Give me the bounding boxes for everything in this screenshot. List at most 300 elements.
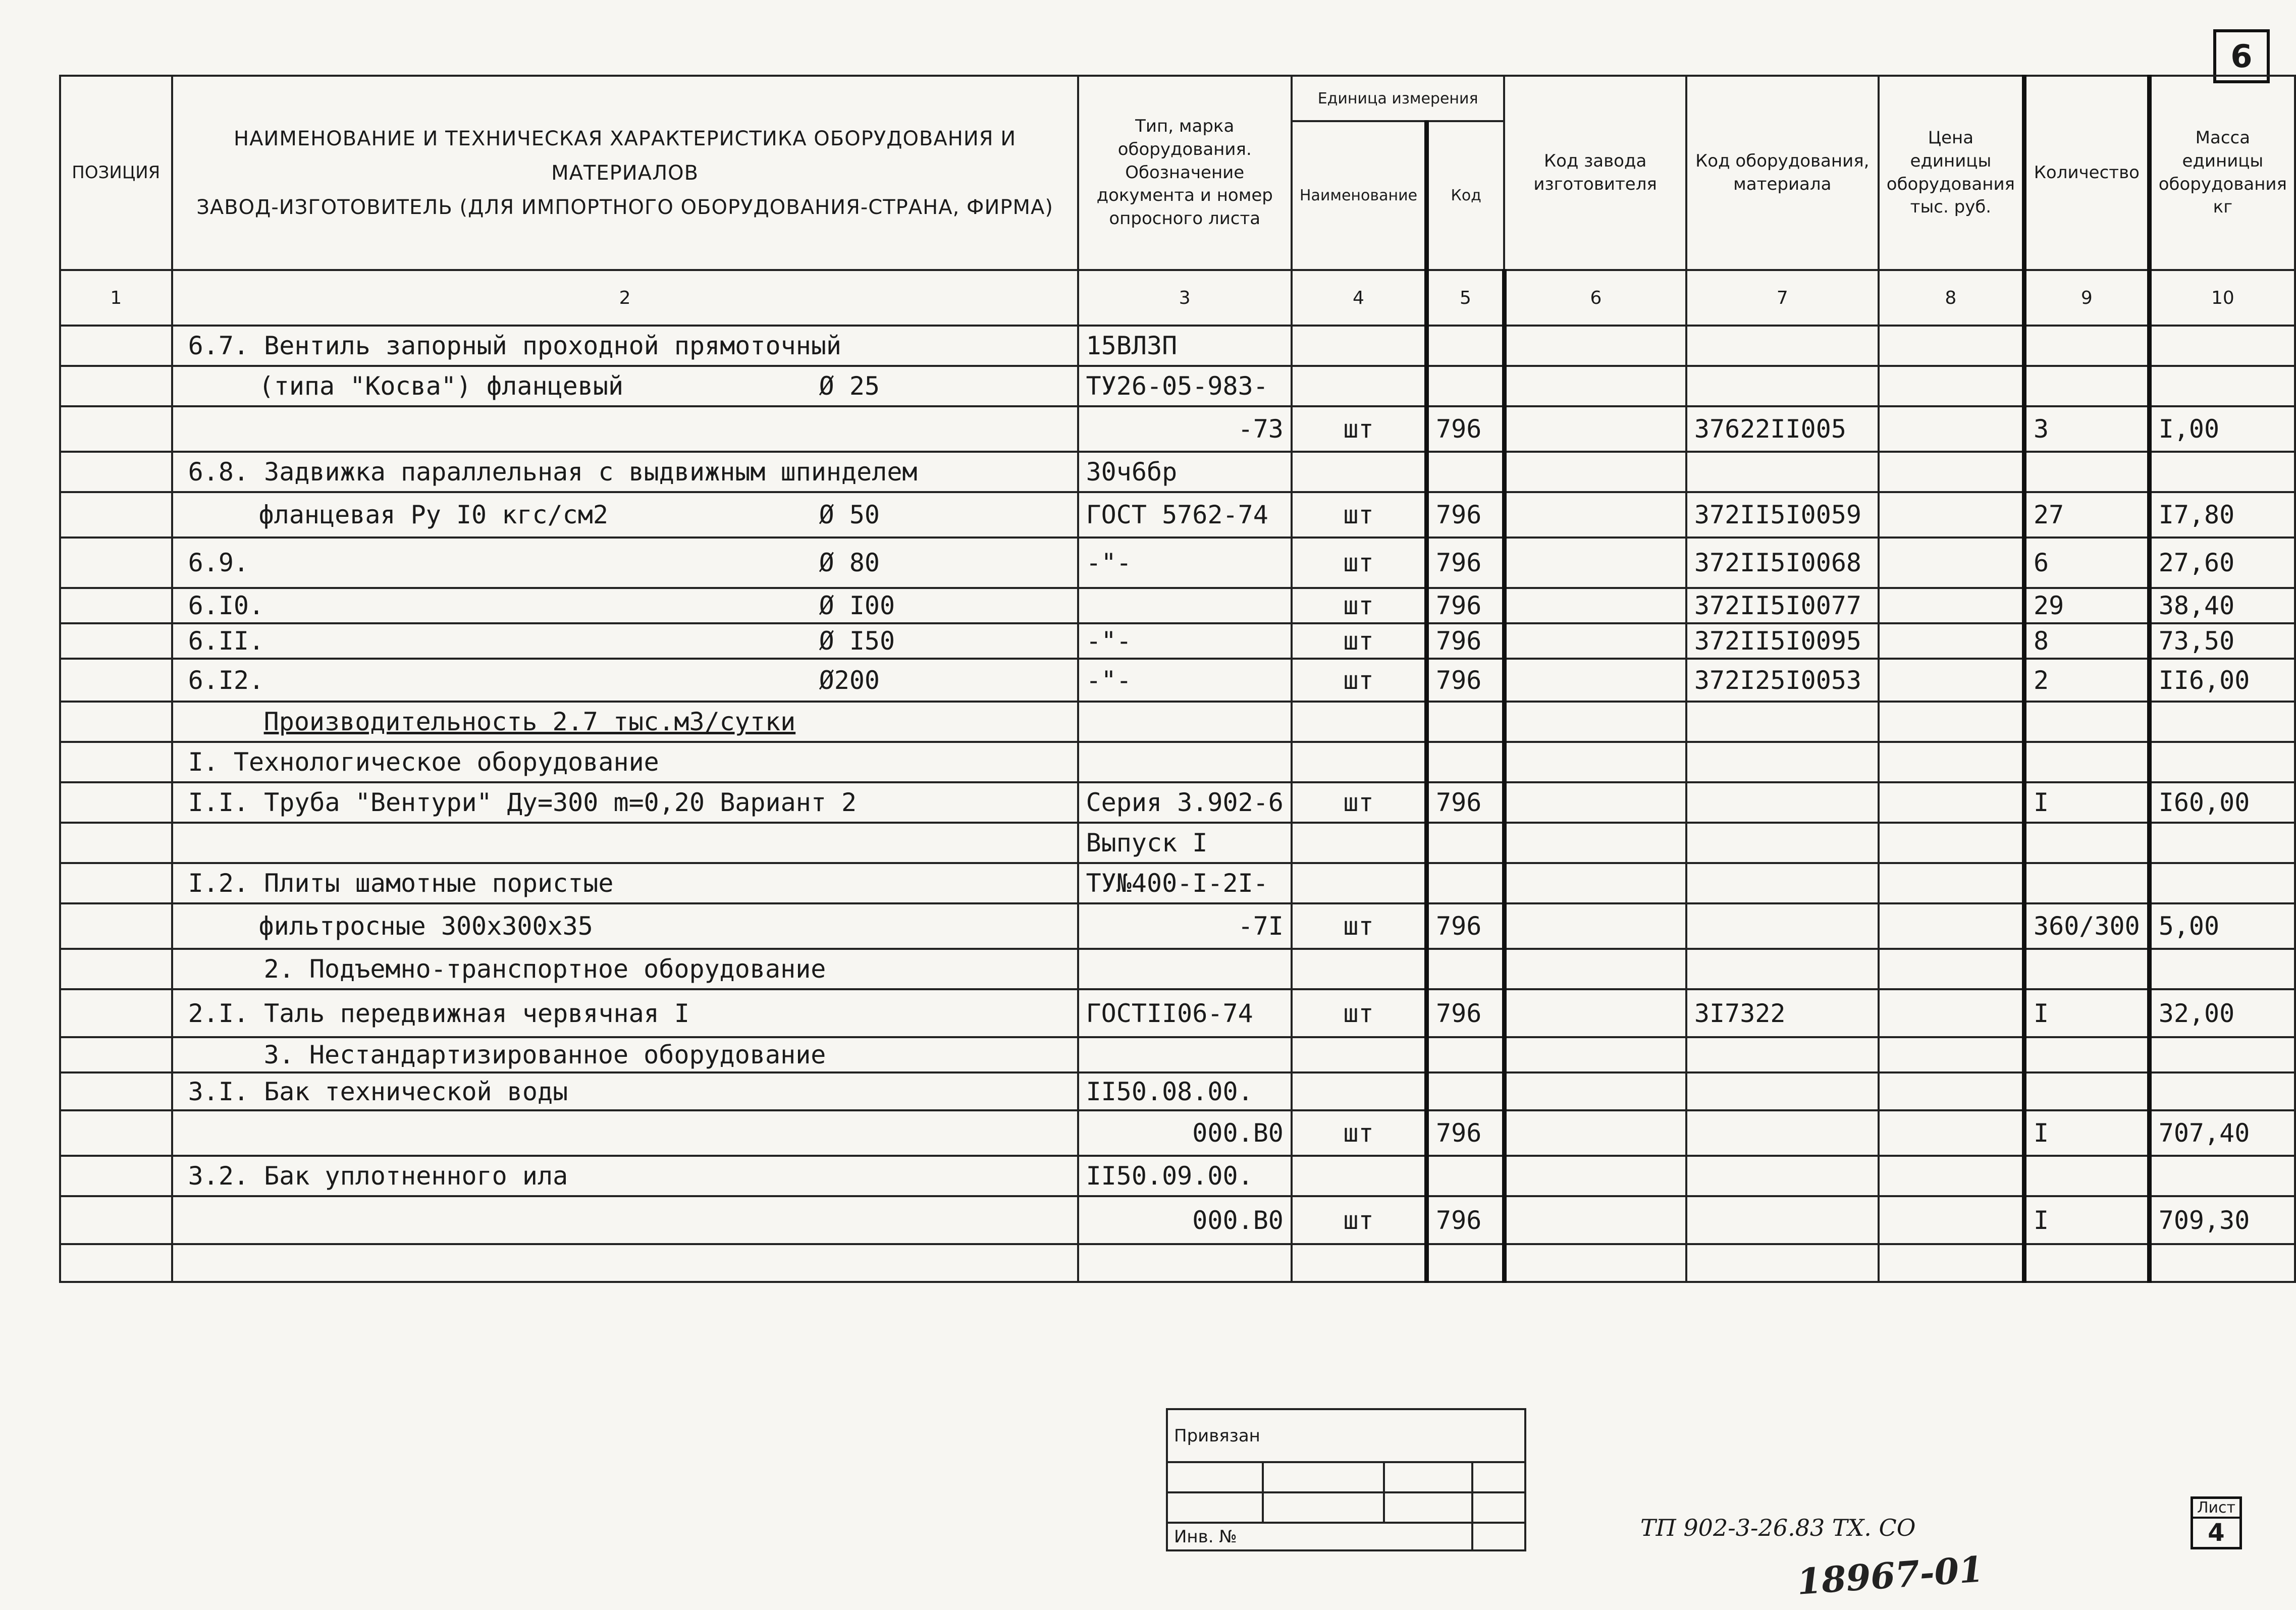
cell-position	[60, 406, 172, 452]
sheet-number: 6	[2213, 29, 2270, 83]
cell-price	[1879, 863, 2024, 903]
stamp-cell	[1472, 1523, 1525, 1550]
item-name: 3.I. Бак технической воды	[188, 1077, 568, 1106]
cell-price	[1879, 903, 2024, 949]
cell-mass	[2149, 1072, 2295, 1110]
table-row	[60, 1110, 2295, 1156]
item-diameter: Ø 80	[819, 548, 880, 577]
header-unit-name: Наименование	[1292, 121, 1427, 270]
cell-maker-code	[1504, 1037, 1686, 1072]
cell-unit-code	[1427, 1156, 1505, 1196]
cell-position	[60, 326, 172, 366]
cell-quantity: 8	[2024, 623, 2150, 659]
cell-quantity: I	[2024, 1110, 2150, 1156]
cell-name	[172, 326, 1078, 366]
cell-price	[1879, 1244, 2024, 1282]
stamp-cell	[1263, 1462, 1384, 1492]
header-position: ПОЗИЦИЯ	[60, 76, 172, 270]
cell-type: -73	[1078, 406, 1292, 452]
cell-name	[172, 538, 1078, 588]
item-name: Производительность 2.7 тыс.м3/сутки	[263, 707, 796, 736]
cell-unit: шт	[1292, 1196, 1427, 1244]
cell-name	[172, 406, 1078, 452]
item-name: 6.9.	[188, 548, 249, 577]
cell-mass: 27,60	[2149, 538, 2295, 588]
stamp-cell	[1472, 1492, 1525, 1523]
cell-mass	[2149, 949, 2295, 989]
cell-equipment-code	[1686, 452, 1879, 492]
cell-type	[1078, 588, 1292, 623]
cell-name	[172, 949, 1078, 989]
cell-unit: шт	[1292, 492, 1427, 538]
cell-equipment-code	[1686, 1244, 1879, 1282]
cell-maker-code	[1504, 452, 1686, 492]
cell-type: 15ВЛ3П	[1078, 326, 1292, 366]
cell-unit	[1292, 1037, 1427, 1072]
cell-maker-code	[1504, 406, 1686, 452]
cell-unit	[1292, 1156, 1427, 1196]
table-row	[60, 1037, 2295, 1072]
cell-unit: шт	[1292, 623, 1427, 659]
cell-mass	[2149, 326, 2295, 366]
table-row	[60, 623, 2295, 659]
cell-position	[60, 452, 172, 492]
cell-quantity	[2024, 1156, 2150, 1196]
column-number: 2	[172, 270, 1078, 326]
cell-unit-code: 796	[1427, 989, 1505, 1037]
cell-unit	[1292, 1244, 1427, 1282]
cell-position	[60, 989, 172, 1037]
cell-equipment-code	[1686, 1196, 1879, 1244]
cell-type: 000.В0	[1078, 1196, 1292, 1244]
table-row	[60, 1072, 2295, 1110]
cell-unit-code	[1427, 863, 1505, 903]
cell-position	[60, 588, 172, 623]
cell-type	[1078, 949, 1292, 989]
item-name: 6.I0.	[188, 591, 264, 620]
cell-price	[1879, 949, 2024, 989]
item-diameter: Ø I00	[819, 591, 895, 620]
cell-unit-code	[1427, 823, 1505, 863]
cell-maker-code	[1504, 823, 1686, 863]
cell-type: 000.В0	[1078, 1110, 1292, 1156]
header-row-top	[60, 76, 2295, 121]
header-name-line1: НАИМЕНОВАНИЕ И ТЕХНИЧЕСКАЯ ХАРАКТЕРИСТИКА ОБОРУДОВАНИЯ И МАТЕРИАЛОВ	[233, 127, 1017, 185]
cell-price	[1879, 659, 2024, 702]
table-row	[60, 366, 2295, 406]
column-number: 4	[1292, 270, 1427, 326]
cell-price	[1879, 588, 2024, 623]
cell-mass	[2149, 702, 2295, 742]
column-number-row	[60, 270, 2295, 326]
cell-name	[172, 742, 1078, 782]
cell-type	[1078, 1244, 1292, 1282]
cell-position	[60, 1072, 172, 1110]
cell-position	[60, 1156, 172, 1196]
cell-unit-code: 796	[1427, 659, 1505, 702]
cell-mass	[2149, 1156, 2295, 1196]
cell-unit: шт	[1292, 588, 1427, 623]
cell-unit	[1292, 702, 1427, 742]
cell-quantity	[2024, 366, 2150, 406]
cell-price	[1879, 782, 2024, 823]
cell-unit-code	[1427, 1037, 1505, 1072]
stamp-cell	[1384, 1462, 1472, 1492]
cell-unit	[1292, 742, 1427, 782]
cell-maker-code	[1504, 903, 1686, 949]
cell-mass: 73,50	[2149, 623, 2295, 659]
cell-equipment-code	[1686, 823, 1879, 863]
column-number: 9	[2024, 270, 2150, 326]
stamp-privyazan: Привязан	[1167, 1409, 1525, 1462]
item-name: фланцевая Ру I0 кгс/см2	[258, 500, 608, 529]
cell-name	[172, 823, 1078, 863]
header-name	[172, 76, 1078, 270]
cell-quantity	[2024, 949, 2150, 989]
cell-unit-code: 796	[1427, 588, 1505, 623]
cell-quantity: I	[2024, 989, 2150, 1037]
item-name: I.I. Труба "Вентури" Ду=300 m=0,20 Вариант 2	[188, 788, 857, 817]
cell-maker-code	[1504, 326, 1686, 366]
item-diameter: Ø 50	[819, 500, 880, 529]
cell-price	[1879, 623, 2024, 659]
cell-equipment-code: 372I25I0053	[1686, 659, 1879, 702]
header-equipment-code: Код оборудования, материала	[1686, 76, 1879, 270]
cell-maker-code	[1504, 492, 1686, 538]
cell-price	[1879, 406, 2024, 452]
cell-name	[172, 702, 1078, 742]
cell-maker-code	[1504, 1196, 1686, 1244]
inventory-number: 18967-01	[1795, 1548, 1985, 1603]
cell-name	[172, 492, 1078, 538]
cell-mass: 709,30	[2149, 1196, 2295, 1244]
cell-name	[172, 1110, 1078, 1156]
item-name: 6.8. Задвижка параллельная с выдвижным шпинделем	[188, 457, 918, 487]
column-number: 10	[2149, 270, 2295, 326]
cell-name	[172, 863, 1078, 903]
cell-position	[60, 782, 172, 823]
cell-maker-code	[1504, 538, 1686, 588]
cell-price	[1879, 366, 2024, 406]
title-block	[1166, 1408, 1526, 1551]
cell-equipment-code	[1686, 903, 1879, 949]
cell-unit	[1292, 452, 1427, 492]
table-row	[60, 903, 2295, 949]
stamp-cell	[1384, 1492, 1472, 1523]
cell-position	[60, 1196, 172, 1244]
cell-price	[1879, 742, 2024, 782]
item-name: I. Технологическое оборудование	[188, 747, 659, 777]
cell-type	[1078, 742, 1292, 782]
cell-position	[60, 1110, 172, 1156]
cell-name	[172, 588, 1078, 623]
cell-mass: 38,40	[2149, 588, 2295, 623]
cell-type: -"-	[1078, 659, 1292, 702]
cell-position	[60, 623, 172, 659]
cell-price	[1879, 538, 2024, 588]
table-row	[60, 1196, 2295, 1244]
cell-mass	[2149, 742, 2295, 782]
cell-type: Серия 3.902-6	[1078, 782, 1292, 823]
stamp-cell	[1263, 1492, 1384, 1523]
cell-position	[60, 903, 172, 949]
cell-type: ТУ№400-I-2I-	[1078, 863, 1292, 903]
cell-equipment-code	[1686, 1072, 1879, 1110]
cell-type: 30ч6бр	[1078, 452, 1292, 492]
cell-name	[172, 623, 1078, 659]
cell-price	[1879, 1196, 2024, 1244]
table-row	[60, 538, 2295, 588]
item-name: 3.2. Бак уплотненного ила	[188, 1161, 568, 1191]
cell-name	[172, 782, 1078, 823]
cell-position	[60, 659, 172, 702]
cell-mass	[2149, 823, 2295, 863]
cell-equipment-code	[1686, 863, 1879, 903]
cell-price	[1879, 1110, 2024, 1156]
cell-price	[1879, 452, 2024, 492]
cell-price	[1879, 702, 2024, 742]
cell-unit-code	[1427, 949, 1505, 989]
cell-maker-code	[1504, 1110, 1686, 1156]
cell-maker-code	[1504, 863, 1686, 903]
cell-unit-code	[1427, 1072, 1505, 1110]
cell-unit	[1292, 949, 1427, 989]
cell-equipment-code	[1686, 1110, 1879, 1156]
cell-maker-code	[1504, 659, 1686, 702]
cell-maker-code	[1504, 1244, 1686, 1282]
cell-equipment-code: 37622II005	[1686, 406, 1879, 452]
cell-unit: шт	[1292, 406, 1427, 452]
cell-mass	[2149, 366, 2295, 406]
item-name: 6.I2.	[188, 665, 264, 695]
table-row	[60, 863, 2295, 903]
cell-unit	[1292, 326, 1427, 366]
cell-unit-code	[1427, 702, 1505, 742]
header-name-line2: ЗАВОД-ИЗГОТОВИТЕЛЬ (ДЛЯ ИМПОРТНОГО ОБОРУДОВАНИЯ-СТРАНА, ФИРМА)	[196, 195, 1053, 219]
cell-name	[172, 989, 1078, 1037]
cell-equipment-code: 372II5I0068	[1686, 538, 1879, 588]
column-number: 1	[60, 270, 172, 326]
item-diameter: Ø200	[819, 665, 880, 695]
table-row	[60, 989, 2295, 1037]
cell-price	[1879, 989, 2024, 1037]
cell-equipment-code	[1686, 782, 1879, 823]
cell-price	[1879, 1037, 2024, 1072]
cell-price	[1879, 326, 2024, 366]
cell-position	[60, 1244, 172, 1282]
cell-mass: I60,00	[2149, 782, 2295, 823]
cell-type: II50.08.00.	[1078, 1072, 1292, 1110]
cell-type	[1078, 702, 1292, 742]
cell-mass: 5,00	[2149, 903, 2295, 949]
cell-unit-code	[1427, 1244, 1505, 1282]
cell-position	[60, 366, 172, 406]
title-block-table	[1166, 1408, 1526, 1551]
cell-equipment-code	[1686, 326, 1879, 366]
stamp-cell	[1167, 1492, 1263, 1523]
cell-mass: 32,00	[2149, 989, 2295, 1037]
cell-mass	[2149, 1037, 2295, 1072]
cell-unit	[1292, 366, 1427, 406]
sheet-list-box	[2191, 1496, 2242, 1549]
cell-equipment-code: 372II5I0077	[1686, 588, 1879, 623]
table-row	[60, 1156, 2295, 1196]
cell-unit-code: 796	[1427, 782, 1505, 823]
cell-unit	[1292, 863, 1427, 903]
cell-maker-code	[1504, 623, 1686, 659]
cell-equipment-code	[1686, 949, 1879, 989]
cell-type: Выпуск I	[1078, 823, 1292, 863]
cell-equipment-code	[1686, 1037, 1879, 1072]
cell-position	[60, 949, 172, 989]
header-quantity: Количество	[2024, 76, 2150, 270]
item-name: 2. Подъемно-транспортное оборудование	[263, 954, 826, 984]
cell-name	[172, 1072, 1078, 1110]
cell-equipment-code	[1686, 1156, 1879, 1196]
item-name: фильтросные 300х300х35	[258, 911, 593, 941]
cell-quantity: 360/300	[2024, 903, 2150, 949]
cell-type: -"-	[1078, 623, 1292, 659]
cell-unit-code: 796	[1427, 903, 1505, 949]
stamp-inv: Инв. №	[1167, 1523, 1472, 1550]
table-row	[60, 588, 2295, 623]
cell-equipment-code: 372II5I0095	[1686, 623, 1879, 659]
cell-position	[60, 1037, 172, 1072]
cell-maker-code	[1504, 702, 1686, 742]
item-name: 6.7. Вентиль запорный проходной прямоточный	[188, 331, 842, 360]
cell-unit	[1292, 823, 1427, 863]
table-row	[60, 702, 2295, 742]
cell-type: II50.09.00.	[1078, 1156, 1292, 1196]
cell-position	[60, 742, 172, 782]
table-row	[60, 823, 2295, 863]
table-row	[60, 949, 2295, 989]
cell-name	[172, 1244, 1078, 1282]
cell-name	[172, 366, 1078, 406]
column-number: 6	[1504, 270, 1686, 326]
cell-position	[60, 863, 172, 903]
specification-table	[59, 75, 2296, 1283]
cell-unit: шт	[1292, 989, 1427, 1037]
cell-quantity: 6	[2024, 538, 2150, 588]
cell-type: -"-	[1078, 538, 1292, 588]
cell-unit: шт	[1292, 538, 1427, 588]
cell-name	[172, 1156, 1078, 1196]
cell-equipment-code	[1686, 742, 1879, 782]
cell-mass: I7,80	[2149, 492, 2295, 538]
cell-quantity: 29	[2024, 588, 2150, 623]
cell-maker-code	[1504, 366, 1686, 406]
header-unit-code: Код	[1427, 121, 1505, 270]
table-row	[60, 782, 2295, 823]
cell-price	[1879, 1072, 2024, 1110]
cell-quantity	[2024, 863, 2150, 903]
cell-quantity: 2	[2024, 659, 2150, 702]
cell-type: ТУ26-05-983-	[1078, 366, 1292, 406]
cell-mass	[2149, 1244, 2295, 1282]
column-number: 5	[1427, 270, 1505, 326]
cell-quantity	[2024, 326, 2150, 366]
cell-unit-code: 796	[1427, 1110, 1505, 1156]
cell-quantity	[2024, 1037, 2150, 1072]
cell-price	[1879, 823, 2024, 863]
cell-type: ГОСТ 5762-74	[1078, 492, 1292, 538]
table-row	[60, 1244, 2295, 1282]
cell-quantity	[2024, 702, 2150, 742]
item-name: I.2. Плиты шамотные пористые	[188, 869, 614, 898]
cell-quantity: 3	[2024, 406, 2150, 452]
cell-mass: II6,00	[2149, 659, 2295, 702]
item-diameter: Ø 25	[819, 371, 880, 401]
table-row	[60, 659, 2295, 702]
column-number: 7	[1686, 270, 1879, 326]
column-number: 3	[1078, 270, 1292, 326]
cell-position	[60, 702, 172, 742]
cell-unit-code	[1427, 452, 1505, 492]
column-number: 8	[1879, 270, 2024, 326]
cell-price	[1879, 1156, 2024, 1196]
cell-mass: 707,40	[2149, 1110, 2295, 1156]
item-name: (типа "Косва") фланцевый	[258, 371, 624, 401]
cell-quantity	[2024, 823, 2150, 863]
cell-quantity: I	[2024, 782, 2150, 823]
document-code: ТП 902-3-26.83 ТХ. СО	[1640, 1514, 1916, 1541]
cell-quantity: I	[2024, 1196, 2150, 1244]
cell-maker-code	[1504, 1072, 1686, 1110]
cell-unit: шт	[1292, 782, 1427, 823]
list-value: 4	[2208, 1519, 2225, 1547]
header-mass: Масса единицы оборудования кг	[2149, 76, 2295, 270]
cell-unit-code: 796	[1427, 406, 1505, 452]
stamp-cell	[1167, 1462, 1263, 1492]
table-row	[60, 406, 2295, 452]
cell-position	[60, 492, 172, 538]
cell-price	[1879, 492, 2024, 538]
cell-name	[172, 903, 1078, 949]
item-name: 3. Нестандартизированное оборудование	[263, 1040, 826, 1069]
cell-quantity	[2024, 452, 2150, 492]
cell-unit-code	[1427, 366, 1505, 406]
cell-equipment-code	[1686, 702, 1879, 742]
cell-equipment-code: 372II5I0059	[1686, 492, 1879, 538]
cell-unit-code: 796	[1427, 623, 1505, 659]
item-diameter: Ø I50	[819, 626, 895, 656]
cell-unit: шт	[1292, 903, 1427, 949]
cell-unit: шт	[1292, 1110, 1427, 1156]
cell-maker-code	[1504, 949, 1686, 989]
item-name: 6.II.	[188, 626, 264, 656]
stamp-cell	[1472, 1462, 1525, 1492]
cell-mass: I,00	[2149, 406, 2295, 452]
cell-mass	[2149, 863, 2295, 903]
cell-position	[60, 823, 172, 863]
header-maker-code: Код завода изготовителя	[1504, 76, 1686, 270]
cell-unit-code	[1427, 742, 1505, 782]
cell-unit-code: 796	[1427, 492, 1505, 538]
cell-quantity: 27	[2024, 492, 2150, 538]
cell-type	[1078, 1037, 1292, 1072]
cell-maker-code	[1504, 588, 1686, 623]
cell-maker-code	[1504, 1156, 1686, 1196]
cell-unit: шт	[1292, 659, 1427, 702]
cell-type: -7I	[1078, 903, 1292, 949]
cell-maker-code	[1504, 782, 1686, 823]
cell-name	[172, 1037, 1078, 1072]
cell-quantity	[2024, 1244, 2150, 1282]
cell-name	[172, 659, 1078, 702]
cell-name	[172, 452, 1078, 492]
header-unit-group: Единица измерения	[1292, 76, 1504, 121]
